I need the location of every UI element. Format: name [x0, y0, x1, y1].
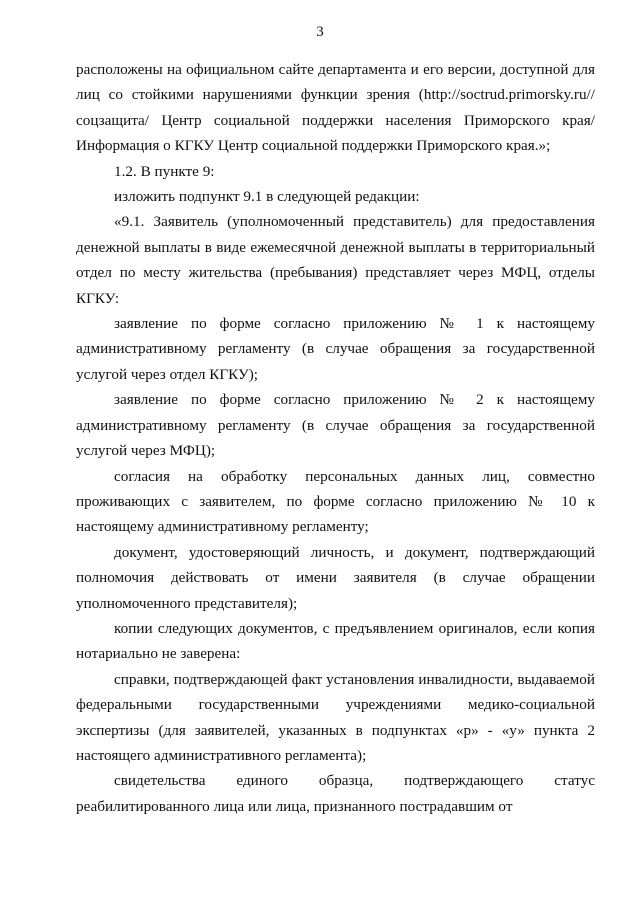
- paragraph-continuation: расположены на официальном сайте департамента и его версии, доступной для лиц со стойкими нарушениями функции зрения (http://soctrud.primorsky.ru// соцзащита/ Центр социальной поддержки населения Приморского края/Информация о КГКУ Центр социальной поддержки Приморского края.»;: [76, 61, 595, 155]
- paragraph-instruction: изложить подпункт 9.1 в следующей редакции:: [114, 188, 420, 206]
- paragraph-identity-document: документ, удостоверяющий личность, и документ, подтверждающий полномочия действовать от имени заявителя (в случае обращении уполномоченного представителя);: [76, 543, 595, 612]
- document-body: [76, 57, 595, 819]
- paragraph-consent: согласия на обработку персональных данных лиц, совместно проживающих с заявителем, по форме согласно приложению № 10 к настоящему административному регламенту;: [76, 467, 595, 536]
- paragraph-application-mfc: заявление по форме согласно приложению № 2 к настоящему административному регламенту (в случае обращения за государственной услугой через МФЦ);: [76, 391, 595, 460]
- paragraph-application-kgku: заявление по форме согласно приложению № 1 к настоящему административному регламенту (в случае обращения за государственной услугой через отдел КГКУ);: [76, 315, 595, 383]
- paragraph-copies: копии следующих документов, с предъявлением оригиналов, если копия нотариально не заверена:: [76, 619, 595, 663]
- paragraph-rehabilitated-certificate: свидетельства единого образца, подтверждающего статус реабилитированного лица или лица, признанного пострадавшим от: [76, 772, 595, 815]
- paragraph-9-1: «9.1. Заявитель (уполномоченный представитель) для предоставления денежной выплаты в виде ежемесячной денежной выплаты в территориальный отдел по месту жительства (пребывания) представляет через МФЦ, отделы КГКУ:: [76, 213, 595, 307]
- paragraph-disability-certificate: справки, подтверждающей факт установления инвалидности, выдаваемой федеральными государственными учреждениями медико-социальной экспертизы (для заявителей, указанных в подпунктах «р» - «у» пункта 2 настоящего административного регламента);: [76, 670, 595, 764]
- page-number: 3: [316, 24, 324, 40]
- paragraph-item-1-2: 1.2. В пункте 9:: [114, 162, 215, 180]
